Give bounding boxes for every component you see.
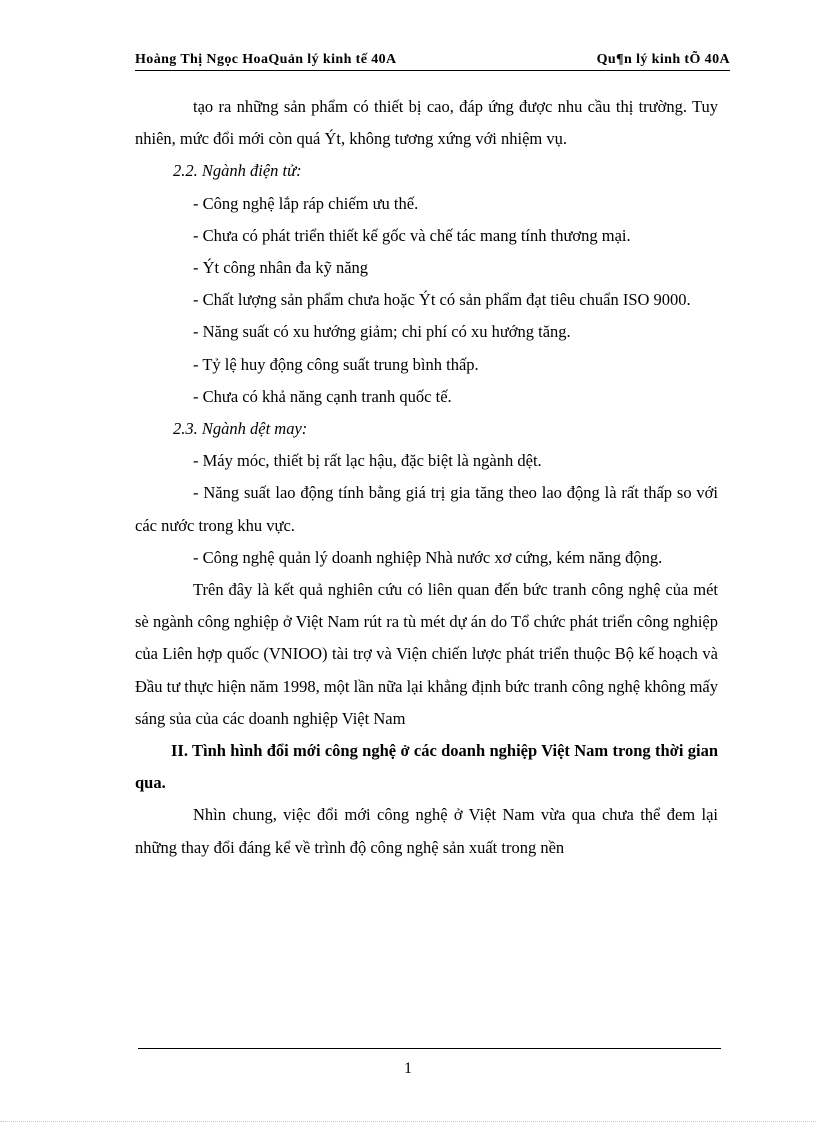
list-item-electronics-2: - Chưa có phát triển thiết kế gốc và chế tác mang tính thương mại.: [193, 225, 631, 245]
page-header: [135, 50, 730, 71]
list-item-electronics-5: - Năng suất có xu hướng giảm; chi phí có xu hướng tăng.: [193, 322, 571, 342]
page-number: 1: [404, 1060, 412, 1077]
paragraph-technology-intro: tạo ra những sản phẩm có thiết bị cao, đáp ứng được nhu cầu thị trường. Tuy nhiên, mức đổi mới còn quá Ýt, không tương xứng với nhiệm vụ.: [135, 97, 718, 149]
header-course-text: Qu¶n lý kinh tÕ 40A: [596, 52, 730, 67]
section-heading: II. Tình hình đổi mới công nghệ ở các doanh nghiệp Việt Nam trong thời gian qua.: [135, 741, 718, 793]
list-item-textile-3: - Công nghệ quản lý doanh nghiệp Nhà nước xơ cứng, kém năng động.: [193, 547, 663, 567]
list-item-textile-1: - Máy móc, thiết bị rất lạc hậu, đặc biệt là ngành dệt.: [193, 451, 542, 471]
subheading-textile: 2.3. Ngành dệt may:: [173, 419, 308, 439]
list-item-electronics-6: - Tỷ lệ huy động công suất trung bình thấp.: [193, 354, 479, 374]
header-author-text: Hoàng Thị Ngọc HoaQuản lý kinh tế 40A: [135, 52, 397, 67]
list-item-textile-2: - Năng suất lao động tính bằng giá trị gia tăng theo lao động là rất thấp so với các nước trong khu vực.: [135, 483, 718, 535]
footer-divider: [138, 1048, 721, 1049]
list-item-electronics-3: - Ýt công nhân đa kỹ năng: [193, 258, 369, 278]
list-item-electronics-1: - Công nghệ lắp ráp chiếm ưu thế.: [193, 193, 419, 213]
paragraph-summary: Trên đây là kết quả nghiên cứu có liên quan đến bức tranh công nghệ của mét sè ngành công nghiệp ở Việt Nam rút ra tù mét dự án do Tổ chức phát triển công nghiệp của Liên hợp quốc (VNIOO) tài trợ và Viện chiến lược phát triển thuộc Bộ kế hoạch và Đầu tư thực hiện năm 1998, một lần nữa lại khẳng định bức tranh công nghệ không mấy sáng sủa của các doanh nghiệp Việt Nam: [135, 580, 718, 728]
list-item-electronics-7: - Chưa có khả năng cạnh tranh quốc tế.: [193, 386, 452, 406]
subheading-electronics: 2.2. Ngành điện tử:: [173, 161, 302, 181]
list-item-electronics-4: - Chất lượng sản phẩm chưa hoặc Ýt có sản phẩm đạt tiêu chuẩn ISO 9000.: [193, 290, 691, 310]
page-edge-divider: [0, 1121, 816, 1122]
document-body: [135, 91, 718, 864]
paragraph-overview: Nhìn chung, việc đổi mới công nghệ ở Việt Nam vừa qua chưa thể đem lại những thay đổi đáng kể về trình độ công nghệ sản xuất trong nền: [135, 805, 718, 857]
